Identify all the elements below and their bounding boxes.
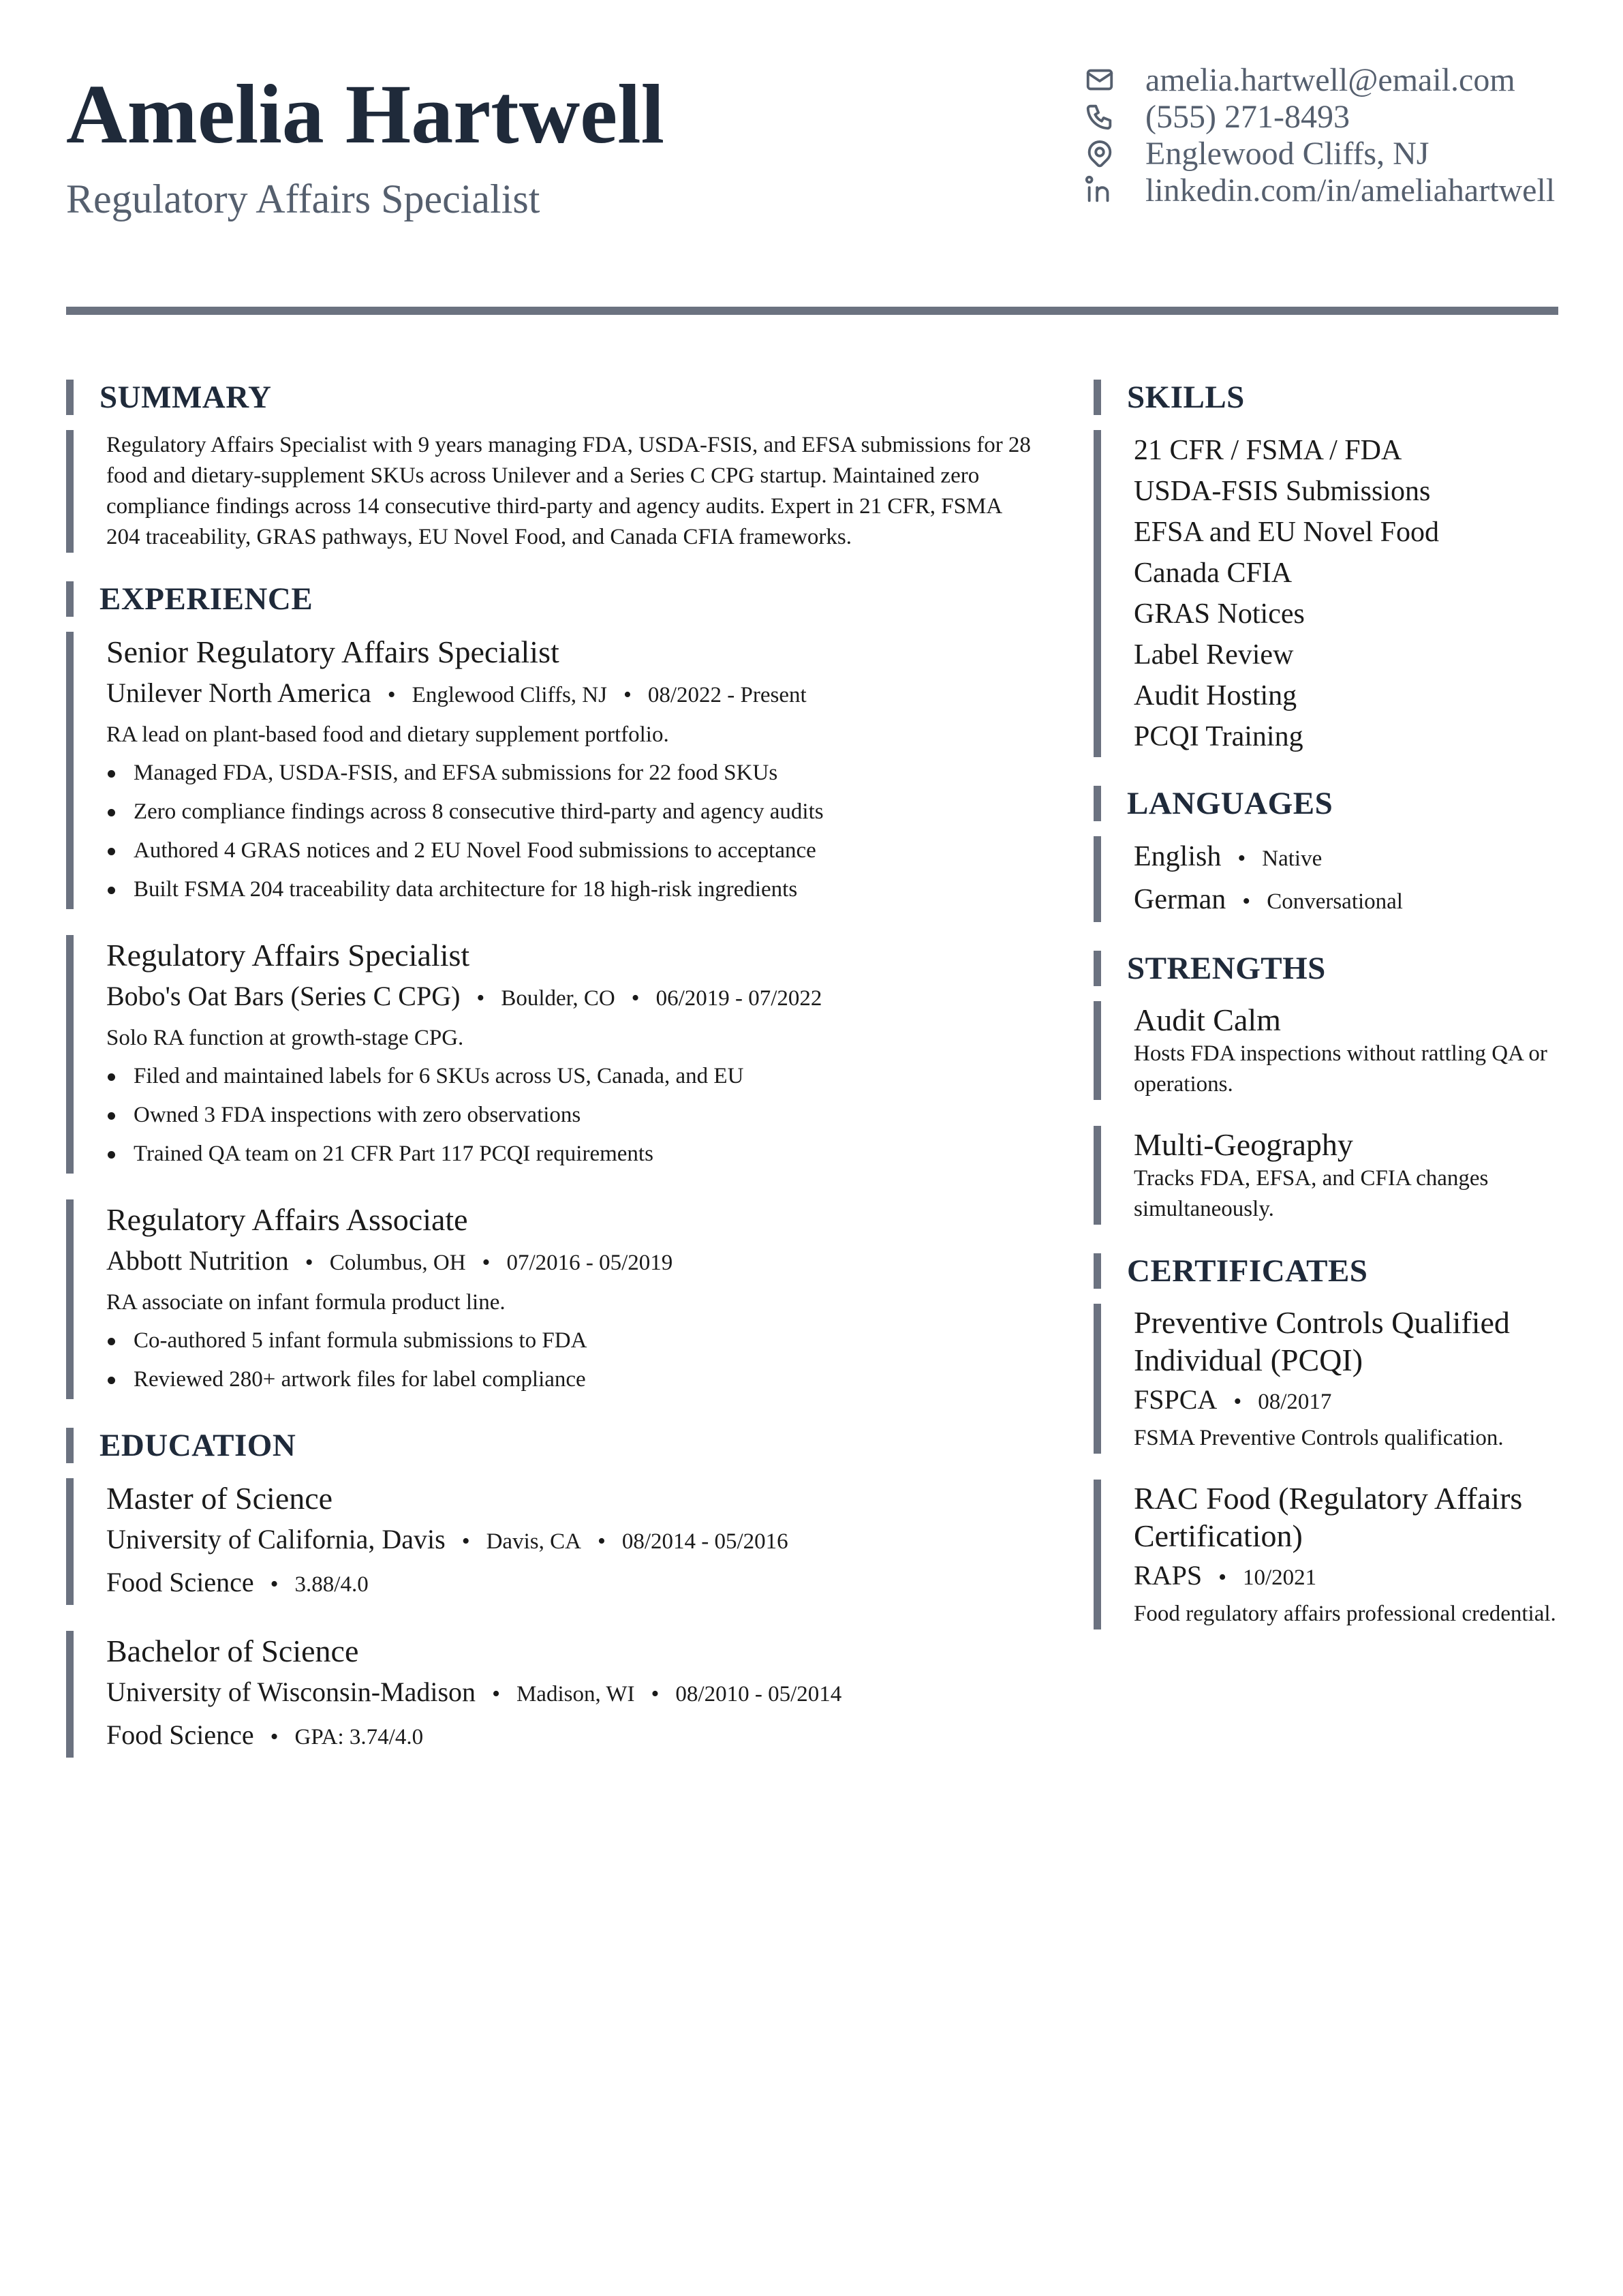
separator-dot: •	[270, 1572, 279, 1597]
section-accent-bar	[1094, 951, 1101, 986]
education-dates: 08/2010 - 05/2014	[675, 1682, 842, 1706]
left-column	[66, 378, 1054, 1785]
job-company: Unilever North America	[106, 677, 371, 708]
summary-block	[66, 430, 1054, 553]
job-bullets	[106, 1057, 1054, 1174]
language-item	[1134, 879, 1558, 922]
experience-section	[66, 580, 1054, 1399]
job-bullet: Owned 3 FDA inspections with zero observations	[106, 1096, 1054, 1135]
separator-dot: •	[631, 985, 640, 1011]
section-accent-bar	[1094, 380, 1101, 415]
languages-section	[1094, 784, 1558, 922]
job-entry	[66, 632, 1054, 909]
separator-dot: •	[305, 1250, 313, 1275]
separator-dot: •	[651, 1681, 660, 1706]
section-heading	[1094, 949, 1558, 988]
section-heading	[66, 580, 1054, 618]
separator-dot: •	[623, 682, 632, 707]
certificate-title: RAC Food (Regulatory Affairs Certification)	[1134, 1481, 1523, 1553]
skill-item: USDA-FSIS Submissions	[1134, 476, 1431, 507]
language-name: German	[1134, 884, 1226, 915]
contact-info	[1081, 61, 1558, 209]
job-meta	[106, 976, 1054, 1019]
job-title: Regulatory Affairs Specialist	[106, 938, 470, 973]
candidate-name: Amelia Hartwell	[66, 67, 665, 161]
job-description: RA associate on infant formula product line.	[106, 1290, 506, 1315]
separator-dot: •	[461, 1529, 470, 1554]
certificate-title: Preventive Controls Qualified Individual (PCQI)	[1134, 1305, 1510, 1377]
section-heading	[1094, 784, 1558, 823]
strengths-heading: STRENGTHS	[1127, 951, 1326, 986]
job-bullets	[106, 1321, 1054, 1399]
certificate-issuer: FSPCA	[1134, 1384, 1218, 1415]
language-item	[1134, 836, 1558, 879]
section-heading	[1094, 378, 1558, 416]
resume-page	[66, 0, 1558, 2296]
job-bullet: Filed and maintained labels for 6 SKUs across US, Canada, and EU	[106, 1057, 1054, 1096]
right-column	[1094, 378, 1558, 1657]
job-bullets	[106, 754, 1054, 909]
certificate-date: 10/2021	[1242, 1565, 1317, 1590]
strength-item	[1094, 1126, 1558, 1225]
languages-block	[1094, 836, 1558, 922]
skill-item: Audit Hosting	[1134, 680, 1297, 711]
education-dates: 08/2014 - 05/2016	[621, 1529, 788, 1554]
certificate-item	[1094, 1480, 1558, 1629]
contact-location-text: Englewood Cliffs, NJ	[1145, 135, 1429, 172]
skill-item: EFSA and EU Novel Food	[1134, 517, 1440, 548]
language-name: English	[1134, 841, 1222, 872]
certificate-meta	[1134, 1379, 1558, 1423]
field-of-study: Food Science	[106, 1567, 254, 1597]
job-company: Bobo's Oat Bars (Series C CPG)	[106, 981, 461, 1011]
job-dates: 07/2016 - 05/2019	[506, 1251, 673, 1275]
skill-item: 21 CFR / FSMA / FDA	[1134, 435, 1402, 466]
education-heading: EDUCATION	[99, 1428, 296, 1463]
section-heading	[1094, 1252, 1558, 1290]
job-bullet: Built FSMA 204 traceability data architecture for 18 high-risk ingredients	[106, 870, 1054, 909]
certificates-heading: CERTIFICATES	[1127, 1253, 1368, 1289]
job-location: Columbus, OH	[329, 1251, 466, 1275]
certificate-item	[1094, 1304, 1558, 1454]
education-entry	[66, 1478, 1054, 1605]
separator-dot: •	[597, 1529, 606, 1554]
job-meta	[106, 1240, 1054, 1283]
separator-dot: •	[1233, 1389, 1242, 1414]
gpa: 3.88/4.0	[294, 1572, 369, 1597]
strength-description: Hosts FDA inspections without rattling QA or operations.	[1134, 1041, 1547, 1097]
separator-dot: •	[270, 1724, 279, 1749]
degree-title: Bachelor of Science	[106, 1634, 359, 1668]
gpa: GPA: 3.74/4.0	[294, 1725, 424, 1749]
separator-dot: •	[476, 985, 485, 1011]
location-icon	[1081, 135, 1118, 172]
section-heading	[66, 1426, 1054, 1465]
contact-phone-text: (555) 271-8493	[1145, 98, 1350, 135]
separator-dot: •	[482, 1250, 491, 1275]
field-of-study: Food Science	[106, 1719, 254, 1750]
job-bullet: Managed FDA, USDA-FSIS, and EFSA submissions for 22 food SKUs	[106, 754, 1054, 793]
strength-title: Multi-Geography	[1134, 1127, 1353, 1162]
contact-phone[interactable]	[1081, 98, 1558, 135]
strengths-section	[1094, 949, 1558, 1225]
school-location: Madison, WI	[516, 1682, 635, 1706]
separator-dot: •	[1237, 846, 1246, 871]
strength-description: Tracks FDA, EFSA, and CFIA changes simultaneously.	[1134, 1166, 1489, 1221]
job-bullet: Authored 4 GRAS notices and 2 EU Novel Food submissions to acceptance	[106, 831, 1054, 870]
strength-item	[1094, 1001, 1558, 1100]
skills-section	[1094, 378, 1558, 757]
certificates-section	[1094, 1252, 1558, 1629]
separator-dot: •	[1218, 1565, 1226, 1590]
education-meta	[106, 1519, 1054, 1562]
job-title: Regulatory Affairs Associate	[106, 1202, 468, 1237]
job-entry	[66, 935, 1054, 1174]
section-heading	[66, 378, 1054, 416]
school-location: Davis, CA	[486, 1529, 581, 1554]
skill-item: Canada CFIA	[1134, 557, 1293, 589]
job-meta	[106, 673, 1054, 716]
job-bullet: Zero compliance findings across 8 consecutive third-party and agency audits	[106, 793, 1054, 831]
languages-heading: LANGUAGES	[1127, 786, 1333, 821]
section-accent-bar	[1094, 786, 1101, 821]
certificate-issuer: RAPS	[1134, 1560, 1203, 1591]
certificate-description: Food regulatory affairs professional credential.	[1134, 1602, 1556, 1626]
certificate-meta	[1134, 1555, 1558, 1599]
job-location: Englewood Cliffs, NJ	[412, 683, 607, 707]
section-accent-bar	[66, 1428, 74, 1463]
job-bullet: Reviewed 280+ artwork files for label compliance	[106, 1360, 1054, 1399]
school-name: University of Wisconsin-Madison	[106, 1677, 476, 1707]
phone-icon	[1081, 98, 1118, 135]
linkedin-icon	[1081, 172, 1118, 209]
mail-icon	[1081, 61, 1118, 98]
skill-item: PCQI Training	[1134, 721, 1303, 752]
skill-item: GRAS Notices	[1134, 598, 1305, 630]
job-bullet: Trained QA team on 21 CFR Part 117 PCQI requirements	[106, 1135, 1054, 1174]
job-description: Solo RA function at growth-stage CPG.	[106, 1026, 464, 1050]
degree-title: Master of Science	[106, 1481, 333, 1516]
job-location: Boulder, CO	[501, 986, 615, 1011]
skills-heading: SKILLS	[1127, 380, 1245, 415]
separator-dot: •	[1242, 889, 1251, 914]
job-entry	[66, 1199, 1054, 1399]
contact-linkedin[interactable]	[1081, 172, 1558, 209]
separator-dot: •	[387, 682, 396, 707]
job-title: Senior Regulatory Affairs Specialist	[106, 634, 559, 669]
summary-text: Regulatory Affairs Specialist with 9 years managing FDA, USDA-FSIS, and EFSA submissions for 28 food and dietary-supplement SKUs across Unilever and a Series C CPG startup. Maintained zero compliance findings across 14 consecutive third-party and agency audits. Expert in 21 CFR, FSMA 204 traceability, GRAS pathways, EU Novel Food, and Canada CFIA frameworks.	[106, 433, 1031, 549]
school-name: University of California, Davis	[106, 1524, 446, 1555]
section-accent-bar	[66, 380, 74, 415]
job-bullet: Co-authored 5 infant formula submissions to FDA	[106, 1321, 1054, 1360]
contact-email[interactable]	[1081, 61, 1558, 98]
job-company: Abbott Nutrition	[106, 1245, 289, 1276]
education-field-row	[106, 1562, 1054, 1605]
education-meta	[106, 1672, 1054, 1715]
contact-email-text: amelia.hartwell@email.com	[1145, 61, 1515, 98]
skills-block	[1094, 430, 1558, 757]
strength-title: Audit Calm	[1134, 1002, 1281, 1037]
skill-item: Label Review	[1134, 639, 1294, 671]
experience-heading: EXPERIENCE	[99, 581, 313, 617]
resume-header	[66, 0, 1558, 313]
section-accent-bar	[66, 581, 74, 617]
contact-location	[1081, 135, 1558, 172]
certificate-description: FSMA Preventive Controls qualification.	[1134, 1426, 1504, 1450]
header-divider	[66, 307, 1558, 315]
summary-section	[66, 378, 1054, 553]
candidate-title: Regulatory Affairs Specialist	[66, 177, 540, 221]
certificate-date: 08/2017	[1258, 1390, 1332, 1414]
language-level: Conversational	[1267, 889, 1403, 914]
job-dates: 08/2022 - Present	[647, 683, 807, 707]
separator-dot: •	[492, 1681, 500, 1706]
job-description: RA lead on plant-based food and dietary supplement portfolio.	[106, 722, 669, 747]
education-section	[66, 1426, 1054, 1758]
education-field-row	[106, 1715, 1054, 1758]
section-accent-bar	[1094, 1253, 1101, 1289]
contact-linkedin-text: linkedin.com/in/ameliahartwell	[1145, 172, 1556, 209]
summary-heading: SUMMARY	[99, 380, 272, 415]
language-level: Native	[1262, 846, 1323, 871]
job-dates: 06/2019 - 07/2022	[655, 986, 822, 1011]
education-entry	[66, 1631, 1054, 1758]
